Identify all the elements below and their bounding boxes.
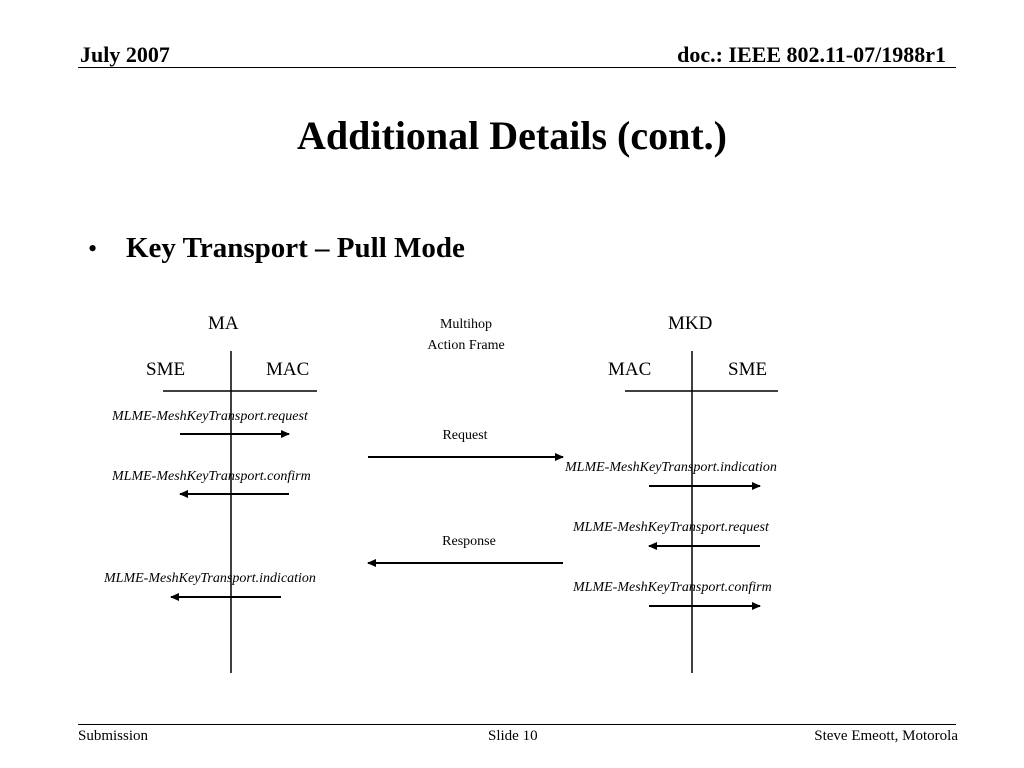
footer-rule xyxy=(78,724,956,725)
bullet-text: Key Transport – Pull Mode xyxy=(126,232,465,264)
slide-title: Additional Details (cont.) xyxy=(297,113,727,158)
mkd-label: MKD xyxy=(668,313,713,334)
mkd-request-label: MLME-MeshKeyTransport.request xyxy=(573,520,769,535)
medium-label-line2: Action Frame xyxy=(427,338,505,353)
mkd-indication-label: MLME-MeshKeyTransport.indication xyxy=(565,460,777,475)
medium-label-line1: Multihop xyxy=(439,317,493,332)
footer-submission: Submission xyxy=(78,728,149,744)
response-frame-label: Response xyxy=(442,534,496,549)
footer-slide-number: Slide 10 xyxy=(488,728,538,744)
request-frame-label: Request xyxy=(442,428,488,443)
header-date: July 2007 xyxy=(80,42,170,67)
ma-request-label: MLME-MeshKeyTransport.request xyxy=(112,409,308,424)
mkd-sme-label: SME xyxy=(728,359,768,380)
bullet-marker: • xyxy=(88,234,98,263)
ma-confirm-label: MLME-MeshKeyTransport.confirm xyxy=(112,469,311,484)
mkd-confirm-label: MLME-MeshKeyTransport.confirm xyxy=(573,580,772,595)
footer-author: Steve Emeott, Motorola xyxy=(814,728,958,744)
ma-mac-label: MAC xyxy=(266,359,310,380)
ma-label: MA xyxy=(208,313,239,334)
header-doc-id: doc.: IEEE 802.11-07/1988r1 xyxy=(677,42,946,67)
mkd-mac-label: MAC xyxy=(608,359,652,380)
ma-indication-label: MLME-MeshKeyTransport.indication xyxy=(104,571,316,586)
ma-sme-label: SME xyxy=(146,359,186,380)
